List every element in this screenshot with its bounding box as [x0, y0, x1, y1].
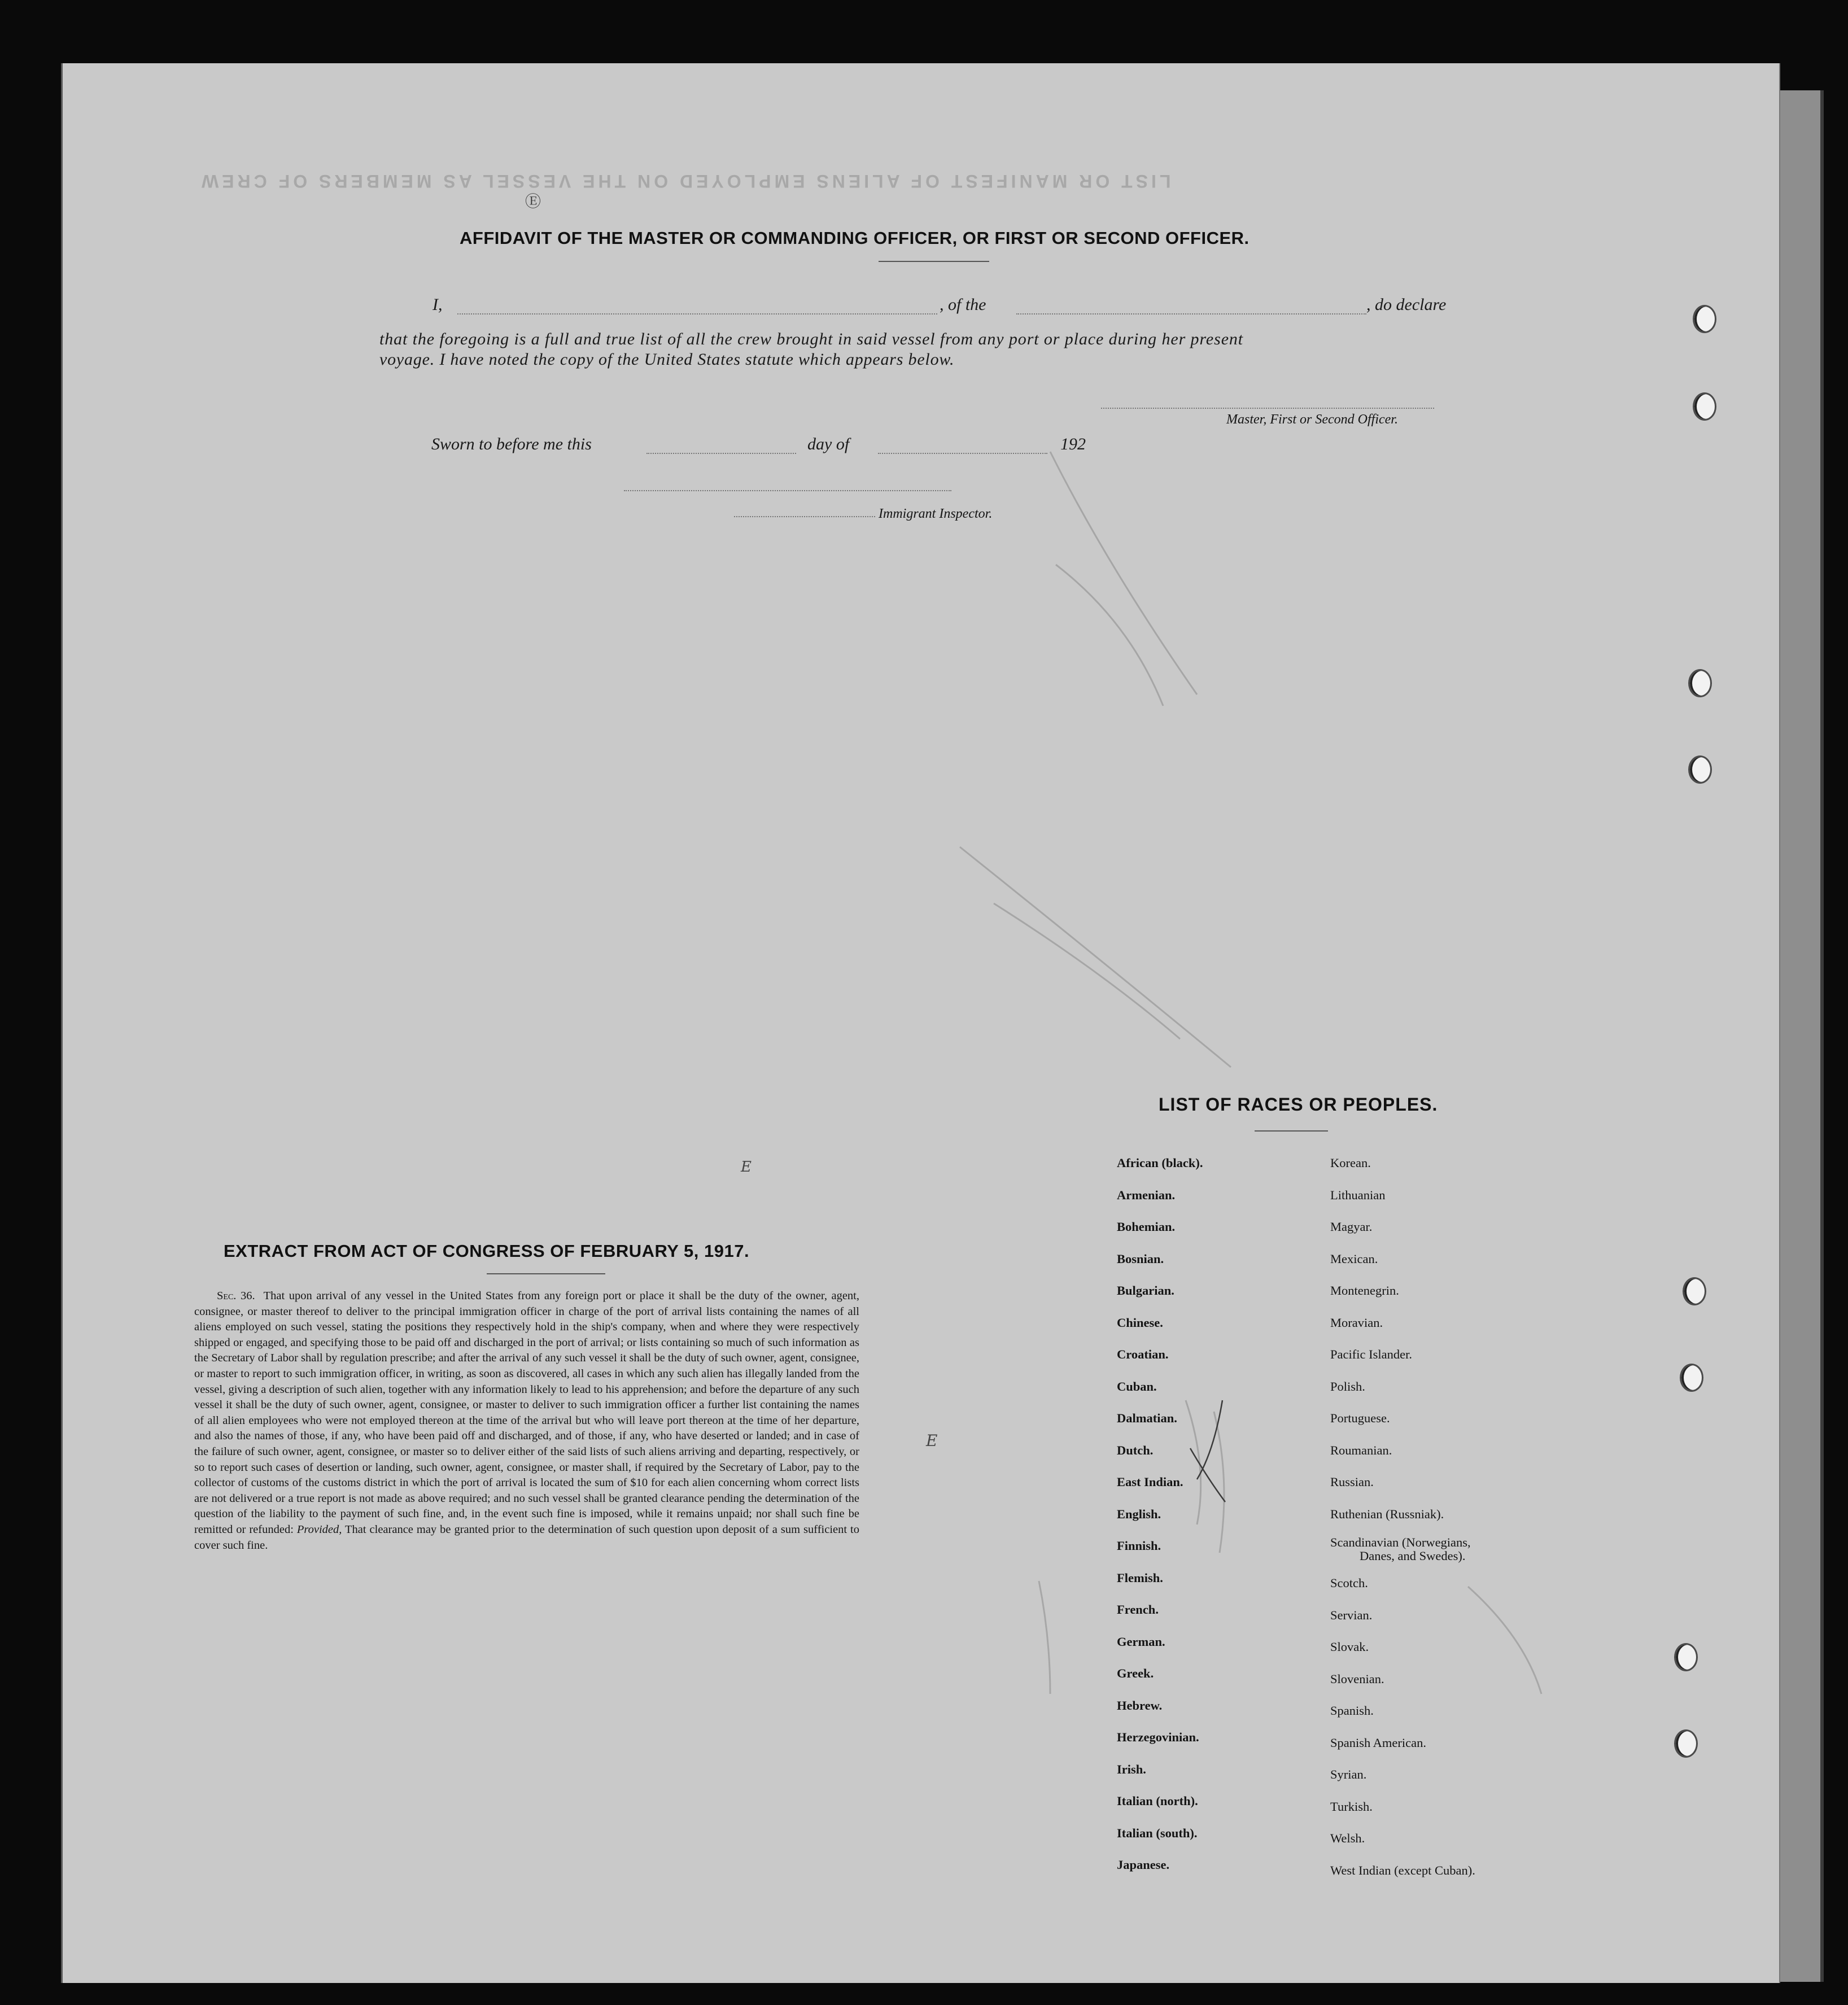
race-item: Italian (south).: [1117, 1825, 1198, 1840]
provided-term: Provided,: [296, 1523, 342, 1536]
race-item: Spanish American.: [1330, 1735, 1426, 1750]
extract-title: EXTRACT FROM ACT OF CONGRESS OF FEBRUARY 5, 1917.: [224, 1241, 750, 1261]
section-text: That upon arrival of any vessel in the United States from any foreign port or place it shall be the duty of the owner, agent, consignee, or master thereof to deliver to the principal immigration officer in charge of the port of arrival lists containing the names of all aliens employed on such vessel, stating the positions they respectively hold in the ship's company, when and where they were respectively shipped or engaged, and specifying those to be paid off and discharged in the port of arrival; or lists containing so much of such information as the Secretary of Labor shall by regulation prescribe; and after the arrival of any such vessel it shall be the duty of such owner, agent, consignee, or master to report to such immigration officer, in writing, as soon as discovered, all cases in which any such alien has illegally landed from the vessel, giving a description of such alien, together with any information likely to lead to his apprehension; and before the departure of any such vessel it shall be the duty of such owner, agent, consignee, or master to deliver to such immigration officer a further list containing the names of all alien employees who were not employed thereon at the time of the arrival but who will leave port thereon at the time of her departure, and also the names of those, if any, who have been paid off and discharged, and of those, if any, who have deserted or landed; and in case of the failure of such owner, agent, consignee, or master so to deliver either of the said lists of such aliens arriving and departing, respectively, or so to report such cases of desertion or landing, such owner, agent, consignee, or master shall, if required by the Secretary of Labor, pay to the collector of customs of the customs district in which the port of arrival is located the sum of $10 for each alien concerning whom correct lists are not delivered or a true report is not made as above required; and no such vessel shall be granted clearance pending the determination of the question of the liability to the payment of such fine, and, in the event such fine is imposed, while it remains unpaid; nor shall such fine be remitted or refunded:: [194, 1290, 860, 1536]
race-item: Scotch.: [1330, 1576, 1368, 1590]
bleed-through-heading: LIST OR MANIFEST OF ALIENS EMPLOYED ON THE VESSEL AS MEMBERS OF CREW: [198, 171, 1171, 191]
race-item: Russian.: [1330, 1475, 1374, 1489]
race-item: Dalmatian.: [1117, 1411, 1177, 1425]
race-item: Hebrew.: [1117, 1698, 1163, 1713]
race-item: Polish.: [1330, 1379, 1365, 1394]
race-item: Welsh.: [1330, 1831, 1365, 1845]
sworn-label: Sworn to before me this: [431, 435, 592, 453]
races-right-column: [1330, 1147, 1475, 1886]
races-title: LIST OF RACES OR PEOPLES.: [1159, 1094, 1438, 1115]
race-item: Slovenian.: [1330, 1671, 1384, 1686]
inspector-label: Immigrant Inspector.: [879, 506, 993, 521]
race-item: Pacific Islander.: [1330, 1347, 1412, 1361]
affidavit-statement-line: voyage. I have noted the copy of the United States statute which appears below.: [379, 350, 955, 369]
race-item: Montenegrin.: [1330, 1283, 1399, 1298]
race-item: Lithuanian: [1330, 1187, 1386, 1202]
divider: [1255, 1130, 1328, 1132]
race-item: Slovak.: [1330, 1640, 1369, 1654]
race-item: Roumanian.: [1330, 1443, 1392, 1457]
race-item: West Indian (except Cuban).: [1330, 1863, 1475, 1877]
race-item: Moravian.: [1330, 1315, 1383, 1330]
race-item: French.: [1117, 1602, 1159, 1617]
race-item: Servian.: [1330, 1608, 1373, 1622]
race-item: Korean.: [1330, 1156, 1371, 1170]
races-left-column: [1117, 1147, 1203, 1881]
race-item: Irish.: [1117, 1762, 1146, 1776]
divider: [487, 1273, 605, 1274]
race-item: Mexican.: [1330, 1251, 1378, 1266]
race-item: Chinese.: [1117, 1315, 1163, 1330]
race-item: Dutch.: [1117, 1443, 1154, 1457]
race-item: African (black).: [1117, 1156, 1203, 1170]
race-item: Turkish.: [1330, 1799, 1373, 1814]
race-item: Herzegovinian.: [1117, 1730, 1199, 1744]
race-item: Syrian.: [1330, 1767, 1367, 1781]
handwritten-mark: E: [926, 1431, 938, 1450]
race-item: Portuguese.: [1330, 1411, 1390, 1425]
affidavit-title: AFFIDAVIT OF THE MASTER OR COMMANDING OFFICER, OR FIRST OR SECOND OFFICER.: [460, 228, 1250, 248]
race-item: Flemish.: [1117, 1570, 1163, 1585]
race-item-line: Danes, and Swedes).: [1360, 1549, 1466, 1563]
affidavit-i-label: I,: [432, 295, 443, 314]
year-label: 192: [1060, 435, 1086, 453]
race-item: Bohemian.: [1117, 1220, 1176, 1234]
day-of-label: day of: [807, 435, 850, 453]
extract-body: [194, 1288, 859, 1553]
handwritten-mark: Ⓔ: [525, 192, 541, 211]
race-item: Cuban.: [1117, 1379, 1157, 1394]
race-item: [1330, 1530, 1475, 1567]
race-item: English.: [1117, 1506, 1161, 1521]
race-item: Finnish.: [1117, 1539, 1161, 1553]
race-item: Italian (north).: [1117, 1794, 1198, 1808]
affidavit-statement-line: that the foregoing is a full and true list of all the crew brought in said vessel from any port or place during her present: [379, 330, 1244, 348]
race-item: East Indian.: [1117, 1475, 1183, 1489]
race-item: Greek.: [1117, 1666, 1154, 1680]
section-text: That clearance may be granted prior to the determination of such question upon deposit of a sum sufficient to cover such fine.: [194, 1523, 859, 1552]
race-item: German.: [1117, 1634, 1165, 1649]
race-item: Spanish.: [1330, 1703, 1374, 1718]
section-label: Sec. 36.: [217, 1290, 255, 1302]
race-item: Magyar.: [1330, 1220, 1373, 1234]
affidavit-do-declare-label: , do declare: [1366, 295, 1447, 314]
handwritten-mark: E: [741, 1159, 752, 1176]
race-item: Armenian.: [1117, 1187, 1176, 1202]
race-item: Ruthenian (Russniak).: [1330, 1506, 1444, 1521]
race-item-line: Scandinavian (Norwegians,: [1330, 1535, 1471, 1549]
race-item: Croatian.: [1117, 1347, 1169, 1361]
race-item: Bosnian.: [1117, 1251, 1164, 1266]
affidavit-of-the-label: , of the: [940, 295, 986, 314]
race-item: Bulgarian.: [1117, 1283, 1174, 1298]
master-signature-label: Master, First or Second Officer.: [1226, 412, 1398, 427]
race-item: Japanese.: [1117, 1858, 1170, 1872]
